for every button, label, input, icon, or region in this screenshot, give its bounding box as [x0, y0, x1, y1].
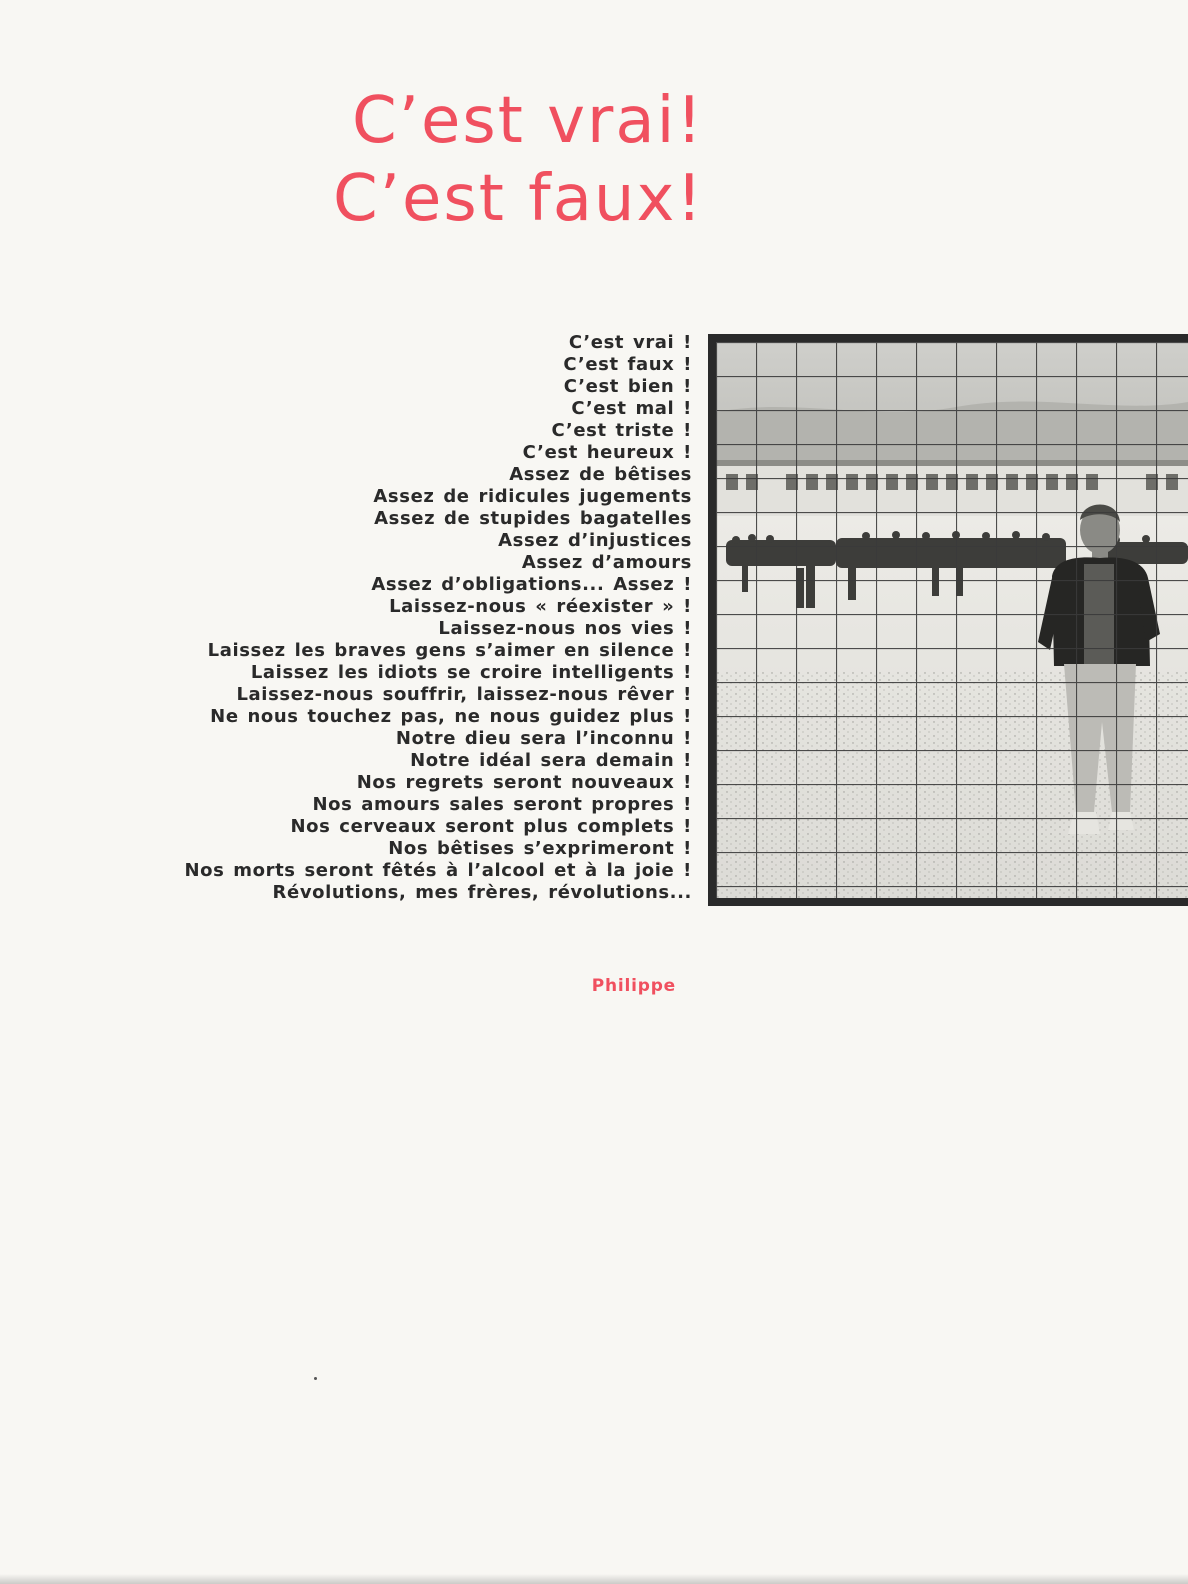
page-title: [333, 82, 704, 238]
poem-line: Notre idéal sera demain !: [410, 750, 692, 771]
poem-line: Assez de bêtises: [509, 464, 692, 485]
poem-line: Laissez les idiots se croire intelligents !: [250, 662, 692, 683]
poem-line: Assez d’injustices: [498, 530, 692, 551]
poem-line: Assez de ridicules jugements: [373, 486, 692, 507]
poem-line: Assez de stupides bagatelles: [374, 508, 692, 529]
photo-frame: [708, 334, 1188, 906]
poem-line: C’est bien !: [563, 376, 692, 397]
poem-line: C’est faux !: [563, 354, 692, 375]
poem-line: Nos morts seront fêtés à l’alcool et à la joie !: [184, 860, 692, 881]
photo-illustration: [716, 342, 1188, 898]
poem-line: C’est mal !: [571, 398, 692, 419]
poem-line: Ne nous touchez pas, ne nous guidez plus !: [210, 706, 692, 727]
title-line-1: C’est vrai!: [351, 84, 704, 158]
poem-line: Laissez les braves gens s’aimer en silence !: [207, 640, 692, 661]
poem-line: Laissez-nous nos vies !: [438, 618, 692, 639]
print-speck: [314, 1377, 317, 1380]
title-line-2: C’est faux!: [332, 162, 704, 236]
poem-line: Révolutions, mes frères, révolutions...: [272, 882, 692, 903]
poem-line: Nos cerveaux seront plus complets !: [290, 816, 692, 837]
poem-line: C’est triste !: [551, 420, 692, 441]
poem-line: Nos bêtises s’exprimeront !: [388, 838, 692, 859]
author-signature: Philippe: [591, 976, 676, 996]
poem: [184, 332, 692, 904]
poem-line: Nos regrets seront nouveaux !: [356, 772, 692, 793]
poem-line: Nos amours sales seront propres !: [312, 794, 692, 815]
poem-line: Assez d’obligations... Assez !: [371, 574, 692, 595]
poem-line: Laissez-nous souffrir, laissez-nous rêver !: [236, 684, 692, 705]
poem-line: C’est heureux !: [522, 442, 692, 463]
poem-line: Laissez-nous « réexister » !: [389, 596, 692, 617]
wire-fence: [716, 342, 1188, 898]
poem-line: C’est vrai !: [568, 332, 692, 353]
poem-line: Notre dieu sera l’inconnu !: [395, 728, 692, 749]
poem-line: Assez d’amours: [521, 552, 692, 573]
page-edge-shadow: [0, 1574, 1188, 1584]
fence-photo: [716, 342, 1188, 898]
